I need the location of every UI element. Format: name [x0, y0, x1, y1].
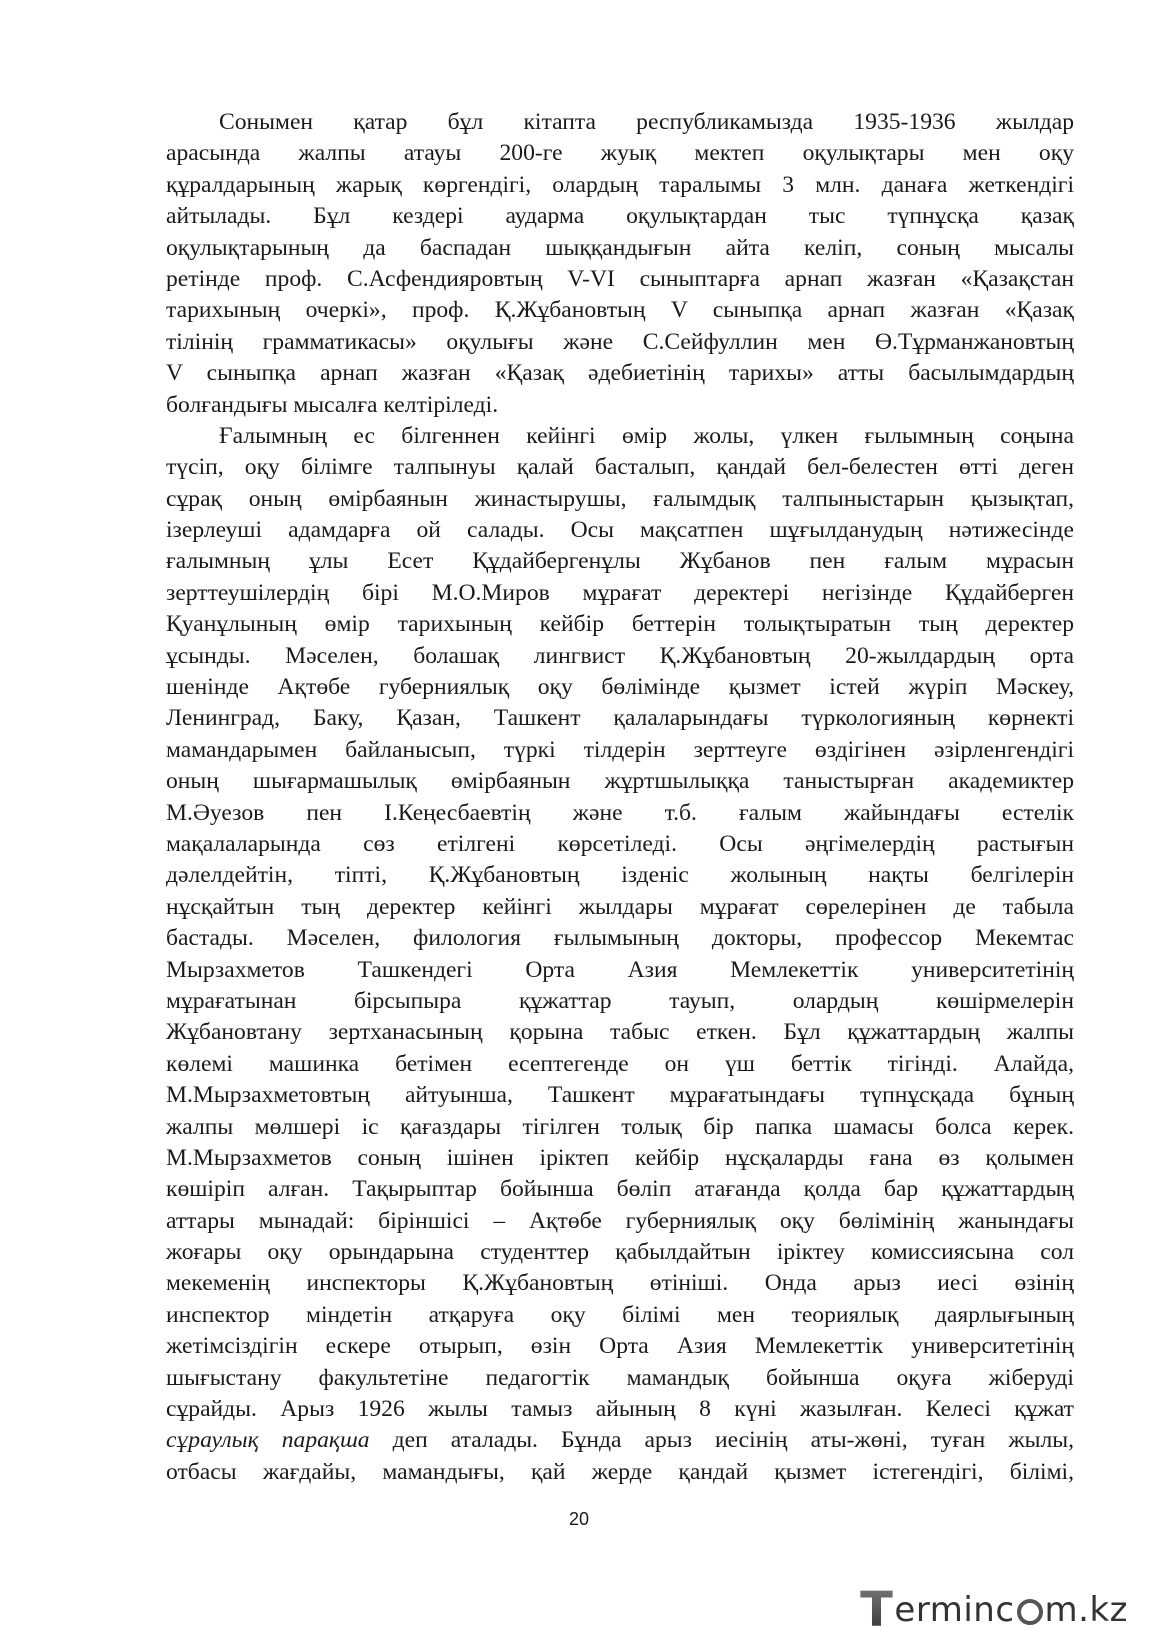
text-line: жалпы мөлшері іс қағаздары тігілген толық бір папка шамасы болса керек. — [166, 1113, 1074, 1140]
italic-term: сұраулық парақша — [166, 1427, 370, 1454]
text-line: жоғары оқу орындарына студенттер қабылдайтын іріктеу комиссиясына сол — [166, 1239, 1074, 1266]
text-fragment: деп аталады. Бұнда арыз иесінің аты-жөні, туған жылы, — [369, 1427, 1074, 1454]
text-line: Ғалымның ес білгеннен кейінгі өмір жолы, үлкен ғылымның соңына — [219, 422, 1074, 449]
text-line: айтылады. Бұл кездері аударма оқулықтардан тыс түпнұсқа қазақ — [166, 203, 1074, 230]
text-line: тарихының очеркі», проф. Қ.Жұбановтың V сыныпқа арнап жазған «Қазақ — [166, 297, 1074, 324]
paragraph — [166, 421, 1074, 1488]
text-line: оқулықтарының да баспадан шыққандығын айта келіп, соның мысалы — [166, 234, 1074, 261]
text-line: құралдарының жарық көргендігі, олардың таралымы 3 млн. данаға жеткендігі — [166, 171, 1074, 198]
text-line: ұсынды. Мәселен, болашақ лингвист Қ.Жұбановтың 20-жылдардың орта — [166, 642, 1074, 669]
text-line: Сонымен қатар бұл кітапта республикамызда 1935-1936 жылдар — [219, 109, 1074, 135]
text-line: ғалымның ұлы Есет Құдайбергенұлы Жұбанов пен ғалым мұрасын — [166, 548, 1074, 575]
text-line: сұрақ оның өмірбаянын жинастырушы, ғалымдық талпыныстарын қызықтап, — [166, 485, 1074, 512]
text-line: дәлелдейтін, тіпті, Қ.Жұбановтың ізденіс жолының нақты белгілерін — [166, 862, 1074, 889]
text-line — [166, 1425, 1074, 1456]
text-line: оның шығармашылық өмірбаянын жұртшылыққа таныстырған академиктер — [166, 768, 1074, 795]
text-line: мақалаларында сөз етілгені көрсетіледі. Осы әңгімелердің растығын — [166, 830, 1074, 857]
text-line: Қуанұлының өмір тарихының кейбір беттерін толықтыратын тың деректер — [166, 611, 1074, 638]
text-line: ізерлеуші адамдарға ой салады. Осы мақсатпен шұғылданудың нәтижесінде — [166, 517, 1074, 544]
text-line: көшіріп алған. Тақырыптар бойынша бөліп атағанда қолда бар құжаттардың — [166, 1176, 1074, 1203]
text-line: М.Мырзахметов соның ішінен іріктеп кейбір нұсқаларды ғана өз қолымен — [166, 1144, 1074, 1171]
text-line: бастады. Мәселен, филология ғылымының докторы, профессор Мекемтас — [166, 925, 1074, 952]
text-line: V сыныпқа арнап жазған «Қазақ әдебиетінің тарихы» атты басылымдардың — [166, 360, 1074, 387]
text-line: ретінде проф. С.Асфендияровтың V-VI сыныптарға арнап жазған «Қазақстан — [166, 265, 1074, 292]
body-text — [166, 107, 1074, 1488]
text-line: мекеменің инспекторы Қ.Жұбановтың өтініші. Онда арыз иесі өзінің — [166, 1270, 1074, 1297]
text-line: аттары мынадай: біріншісі – Ақтөбе губерниялық оқу бөлімінің жанындағы — [166, 1207, 1074, 1234]
text-line: отбасы жағдайы, мамандығы, қай жерде қандай қызмет істегендігі, білімі, — [166, 1458, 1074, 1485]
watermark-mid: erminc — [894, 1590, 1015, 1630]
watermark-end: m.kz — [1044, 1590, 1128, 1630]
text-line: мұрағатынан бірсыпыра құжаттар тауып, олардың көшірмелерін — [166, 987, 1074, 1014]
paragraph — [166, 107, 1074, 421]
text-line: шығыстану факультетіне педагогтік мамандық бойынша оқуға жіберуді — [166, 1364, 1074, 1391]
text-line: Мырзахметов Ташкендегі Орта Азия Мемлекеттік университетінің — [166, 956, 1074, 983]
text-line: шенінде Ақтөбе губерниялық оқу бөлімінде қызмет істей жүріп Мәскеу, — [166, 674, 1074, 701]
text-line: М.Әуезов пен І.Кеңесбаевтің және т.б. ғалым жайындағы естелік — [166, 799, 1074, 826]
text-line: түсіп, оқу білімге талпынуы қалай басталып, қандай бел-белестен өтті деген — [166, 454, 1074, 481]
text-line: тілінің грамматикасы» оқулығы және С.Сейфуллин мен Ө.Тұрманжановтың — [166, 328, 1074, 355]
text-line: М.Мырзахметовтың айтуынша, Ташкент мұрағатындағы түпнұсқада бұның — [166, 1082, 1074, 1109]
text-line: мамандарымен байланысып, түркі тілдерін зерттеуге өздігінен әзірленгендігі — [166, 736, 1074, 763]
text-line: инспектор міндетін атқаруға оқу білімі мен теориялық даярлығының — [166, 1301, 1074, 1328]
terminkom-watermark-logo — [860, 1582, 1128, 1638]
text-line: арасында жалпы атауы 200-ге жуық мектеп оқулықтары мен оқу — [166, 140, 1074, 167]
text-line: сұрайды. Арыз 1926 жылы тамыз айының 8 күні жазылған. Келесі құжат — [166, 1396, 1074, 1423]
text-line: Ленинград, Баку, Қазан, Ташкент қалаларындағы түркологияның көрнекті — [166, 705, 1074, 732]
text-line: Жұбановтану зертханасының қорына табыс еткен. Бұл құжаттардың жалпы — [166, 1019, 1074, 1046]
watermark-t: T — [860, 1582, 894, 1638]
watermark-o-icon — [1017, 1599, 1043, 1625]
text-line: зерттеушілердің бірі М.О.Миров мұрағат деректері негізінде Құдайберген — [166, 579, 1074, 606]
text-line: болғандығы мысалға келтіріледі. — [166, 391, 499, 418]
text-line: нұсқайтын тың деректер кейінгі жылдары мұрағат сөрелерінен де табыла — [166, 893, 1074, 920]
page-number: 20 — [568, 1509, 590, 1529]
text-line: жетімсіздігін ескере отырып, өзін Орта Азия Мемлекеттік университетінің — [166, 1333, 1074, 1360]
text-line: көлемі машинка бетімен есептегенде он үш беттік тігінді. Алайда, — [166, 1050, 1074, 1077]
